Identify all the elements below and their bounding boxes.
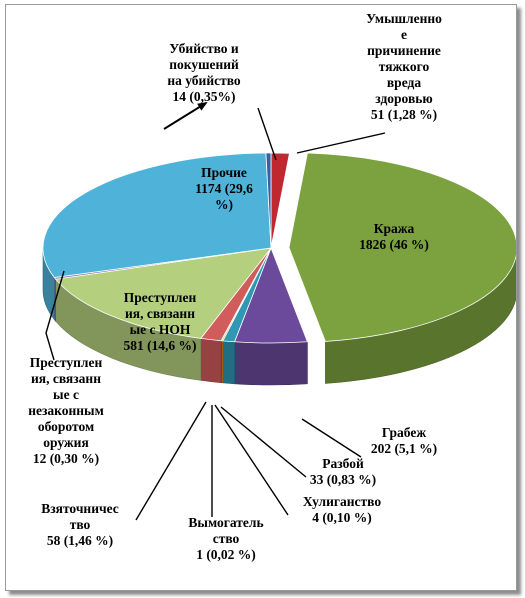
annotation-arrow — [164, 103, 206, 129]
slice-label-взяточничес: Взяточничес тво 58 (1,46 %) — [41, 501, 119, 548]
leader-line-0 — [297, 133, 385, 153]
slice-label-умышленно: Умышленно е причинение тяжкого вреда здоровью 51 (1,28 %) — [366, 11, 442, 122]
leader-line-2 — [302, 419, 361, 457]
leader-line-4 — [215, 405, 288, 515]
slice-side-3 — [223, 341, 235, 384]
slice-label-преступлен: Преступлен ия, связанн ые с НОН 581 (14,6 %) — [123, 290, 197, 353]
pie-tops — [43, 153, 516, 343]
leader-line-6 — [136, 402, 206, 520]
slice-label-разбой: Разбой 33 (0,83 %) — [309, 456, 377, 487]
slice-label-прочие: Прочие 1174 (29,6 %) — [195, 165, 253, 212]
slice-side-6 — [201, 338, 221, 382]
slice-label-преступлен: Преступлен ия, связанн ые с незаконным оборотом оружия 12 (0,30 %) — [28, 355, 104, 466]
slice-label-вымогатель: Вымогатель ство 1 (0,02 %) — [188, 515, 264, 562]
slice-label-кража: Кража 1826 (46 %) — [359, 221, 429, 252]
leader-line-3 — [221, 407, 306, 477]
pie-chart — [6, 5, 516, 590]
chart-frame — [5, 4, 517, 591]
slice-label-хулиганство: Хулиганство 4 (0,10 %) — [302, 494, 382, 525]
slice-top-умышленно — [271, 153, 289, 248]
slice-label-убийство-и: Убийство и покушений на убийство 14 (0,35%) — [167, 41, 241, 104]
leader-line-1 — [258, 108, 276, 160]
slice-label-грабеж: Грабеж 202 (5,1 %) — [370, 425, 438, 456]
slice-side-2 — [235, 342, 308, 385]
